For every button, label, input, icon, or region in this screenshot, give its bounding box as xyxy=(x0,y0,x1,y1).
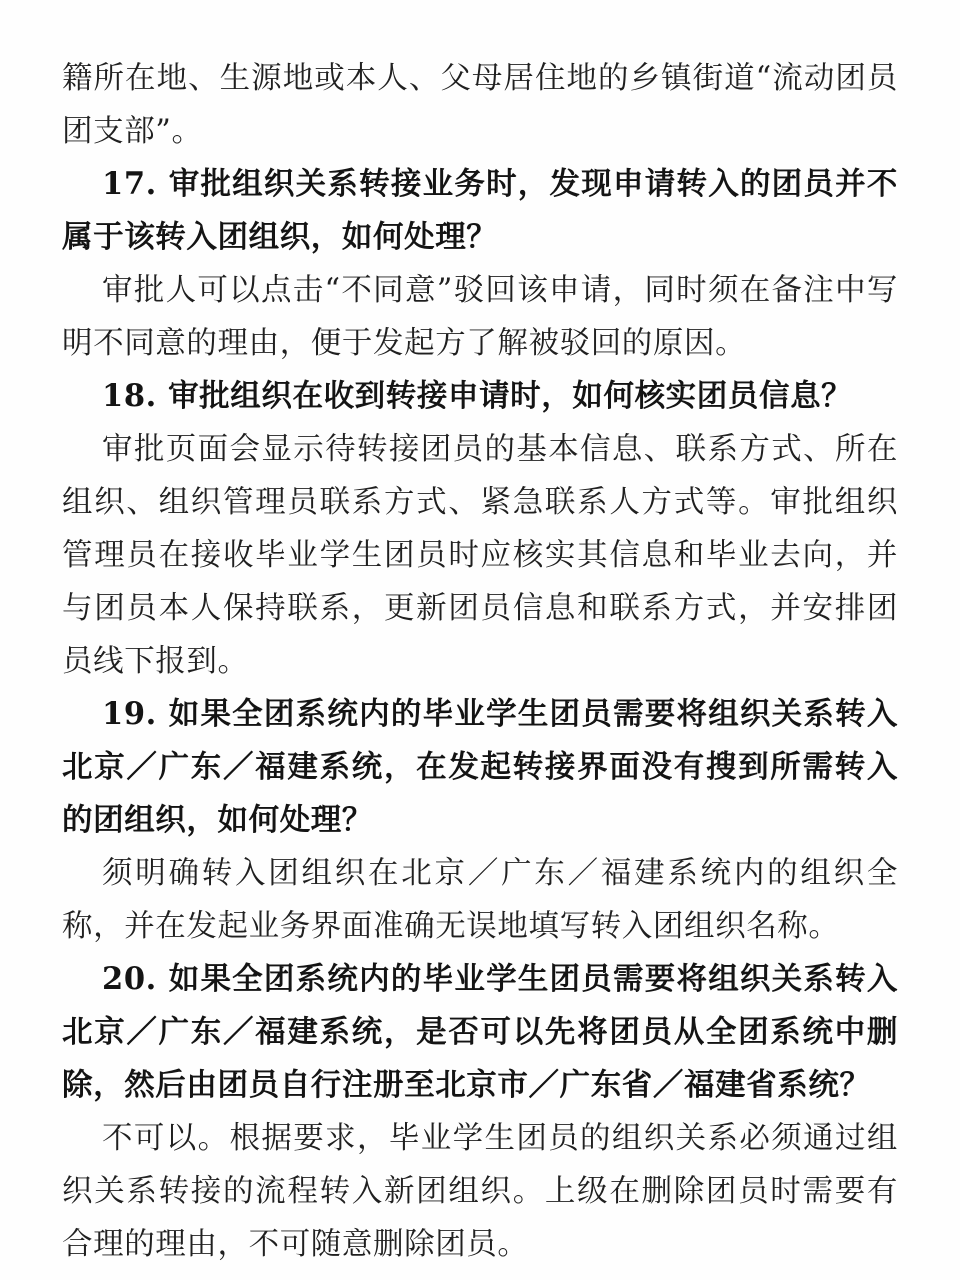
document-body xyxy=(62,52,898,1271)
answer-20: 不可以。根据要求，毕业学生团员的组织关系必须通过组织关系转接的流程转入新团组织。上级在删除团员时需要有合理的理由，不可随意删除团员。 xyxy=(62,1121,898,1262)
question-18: 18. 审批组织在收到转接申请时，如何核实团员信息？ xyxy=(102,378,853,414)
answer-17: 审批人可以点击“不同意”驳回该申请，同时须在备注中写明不同意的理由，便于发起方了解被驳回的原因。 xyxy=(62,273,898,361)
answer-18: 审批页面会显示待转接团员的基本信息、联系方式、所在组织、组织管理员联系方式、紧急联系人方式等。审批组织管理员在接收毕业学生团员时应核实其信息和毕业去向，并与团员本人保持联系，更新团员信息和联系方式，并安排团员线下报到。 xyxy=(62,432,898,679)
question-17: 17. 审批组织关系转接业务时，发现申请转入的团员并不属于该转入团组织，如何处理？ xyxy=(62,166,898,255)
paragraph-continuation: 籍所在地、生源地或本人、父母居住地的乡镇街道“流动团员团支部”。 xyxy=(62,61,898,149)
question-19: 19. 如果全团系统内的毕业学生团员需要将组织关系转入北京／广东／福建系统，在发起转接界面没有搜到所需转入的团组织，如何处理？ xyxy=(62,696,898,838)
answer-19: 须明确转入团组织在北京／广东／福建系统内的组织全称，并在发起业务界面准确无误地填写转入团组织名称。 xyxy=(62,856,898,944)
question-20: 20. 如果全团系统内的毕业学生团员需要将组织关系转入北京／广东／福建系统，是否可以先将团员从全团系统中删除，然后由团员自行注册至北京市／广东省／福建省系统？ xyxy=(62,961,898,1103)
